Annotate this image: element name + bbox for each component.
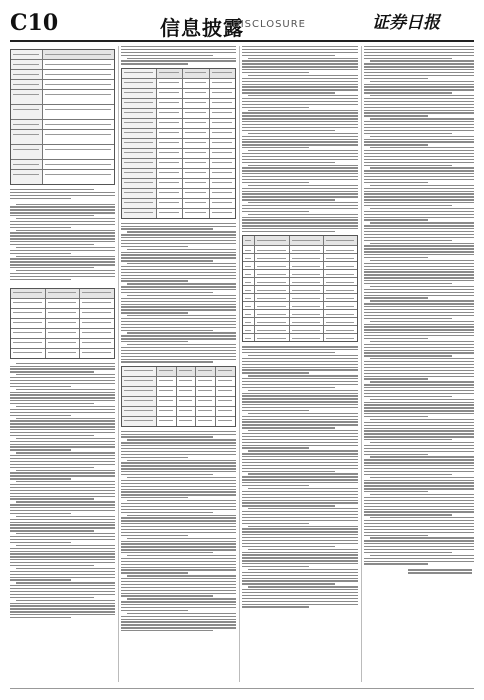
newspaper-logo: 证券日报 xyxy=(372,13,440,33)
column-1 xyxy=(10,46,115,682)
column-2 xyxy=(121,46,236,682)
page-footer xyxy=(10,688,474,697)
section-title: 信息披露 xyxy=(160,16,244,40)
project-list-table xyxy=(242,235,358,342)
company-info-table xyxy=(10,49,115,185)
shareholder-table xyxy=(10,288,115,359)
column-divider xyxy=(118,46,119,682)
indicator-table xyxy=(121,366,236,427)
column-divider xyxy=(361,46,362,682)
masthead xyxy=(10,4,474,42)
financial-table xyxy=(121,68,236,219)
column-4 xyxy=(364,46,474,682)
page-number: C10 xyxy=(10,10,59,36)
column-divider xyxy=(239,46,240,682)
section-subtitle: DISCLOSURE xyxy=(232,19,306,30)
column-3 xyxy=(242,46,358,682)
